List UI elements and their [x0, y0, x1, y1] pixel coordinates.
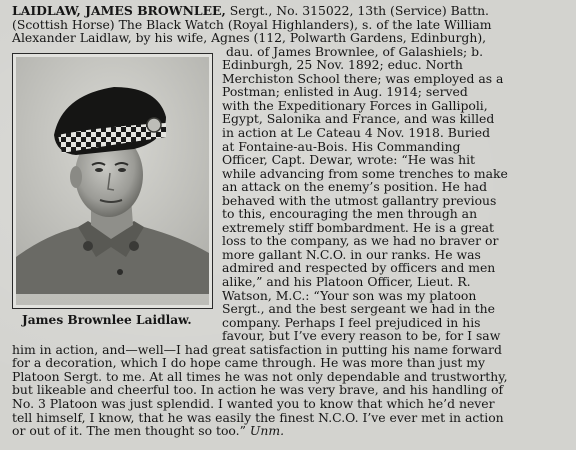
entry-line: Egypt, Salonika and France, and was killed: [222, 111, 495, 127]
entry-line: loss to the company, as we had no braver or: [222, 233, 499, 249]
soldier-portrait-image: [16, 57, 209, 294]
entry-line: admired and respected by officers and men: [222, 260, 496, 276]
entry-line: Sergt., and the best sergeant we had in the: [222, 301, 495, 317]
entry-line: Officer, Capt. Dewar, wrote: “He was hit: [222, 152, 476, 168]
entry-line: extremely stiff bombardment. He is a great: [222, 219, 495, 235]
entry-line: to this, encouraging the men through an: [222, 206, 478, 222]
entry-line: while advancing from some trenches to make: [222, 165, 508, 181]
entry-line: Alexander Laidlaw, by his wife, Agnes (112, Polwarth Gardens, Edinburgh),: [12, 30, 487, 46]
entry-line: favour, but I’ve every reason to be, for I saw: [222, 328, 501, 344]
entry-line: an attack on the enemy’s position. He had: [222, 179, 488, 195]
portrait-caption: James Brownlee Laidlaw.: [22, 312, 192, 327]
entry-line: tell himself, I know, that he was easily the finest N.C.O. I’ve ever met in action: [12, 409, 504, 425]
entry-line: Platoon Sergt. to me. At all times he was not only dependable and trustworthy,: [12, 368, 508, 384]
entry-line: but likeable and cheerful too. In action he was very brave, and his handling of: [12, 382, 504, 398]
entry-line: Postman; enlisted in Aug. 1914; served: [222, 84, 468, 100]
portrait-frame: [12, 53, 213, 309]
entry-line: dau. of James Brownlee, of Galashiels; b.: [226, 43, 484, 59]
entry-line: Watson, M.C.: “Your son was my platoon: [222, 287, 477, 303]
entry-line-last: or out of it. The men thought so too.” Unm.: [12, 423, 285, 439]
entry-line: him in action, and—well—I had great satisfaction in putting his name forward: [12, 341, 502, 357]
entry-line: behaved with the utmost gallantry previous: [222, 192, 497, 208]
entry-line: more gallant N.C.O. in our ranks. He was: [222, 246, 481, 262]
entry-line: Merchiston School there; was employed as a: [222, 70, 504, 86]
entry-line: Edinburgh, 25 Nov. 1892; educ. North: [222, 57, 463, 73]
entry-line: alike,” and his Platoon Officer, Lieut. R.: [222, 274, 471, 289]
entry-line-1: LAIDLAW, JAMES BROWNLEE, Sergt., No. 315022, 13th (Service) Battn.: [12, 3, 489, 18]
entry-line: in action at Le Cateau 4 Nov. 1918. Buried: [222, 124, 490, 140]
entry-line: No. 3 Platoon was just splendid. I wanted you to know that which he’d never: [12, 395, 495, 411]
unm-note: Unm.: [249, 423, 285, 439]
entry-line: at Fontaine-au-Bois. His Commanding: [222, 138, 461, 154]
entry-line: company. Perhaps I feel prejudiced in his: [222, 314, 481, 330]
portrait-photo: [16, 57, 209, 305]
entry-line: (Scottish Horse) The Black Watch (Royal Highlanders), s. of the late William: [12, 16, 492, 32]
entry-line: with the Expeditionary Forces in Gallipoli,: [222, 97, 488, 113]
entry-name: LAIDLAW, JAMES BROWNLEE,: [12, 3, 226, 18]
entry-line: for a decoration, which I do hope came through. He was more than just my: [12, 355, 486, 371]
